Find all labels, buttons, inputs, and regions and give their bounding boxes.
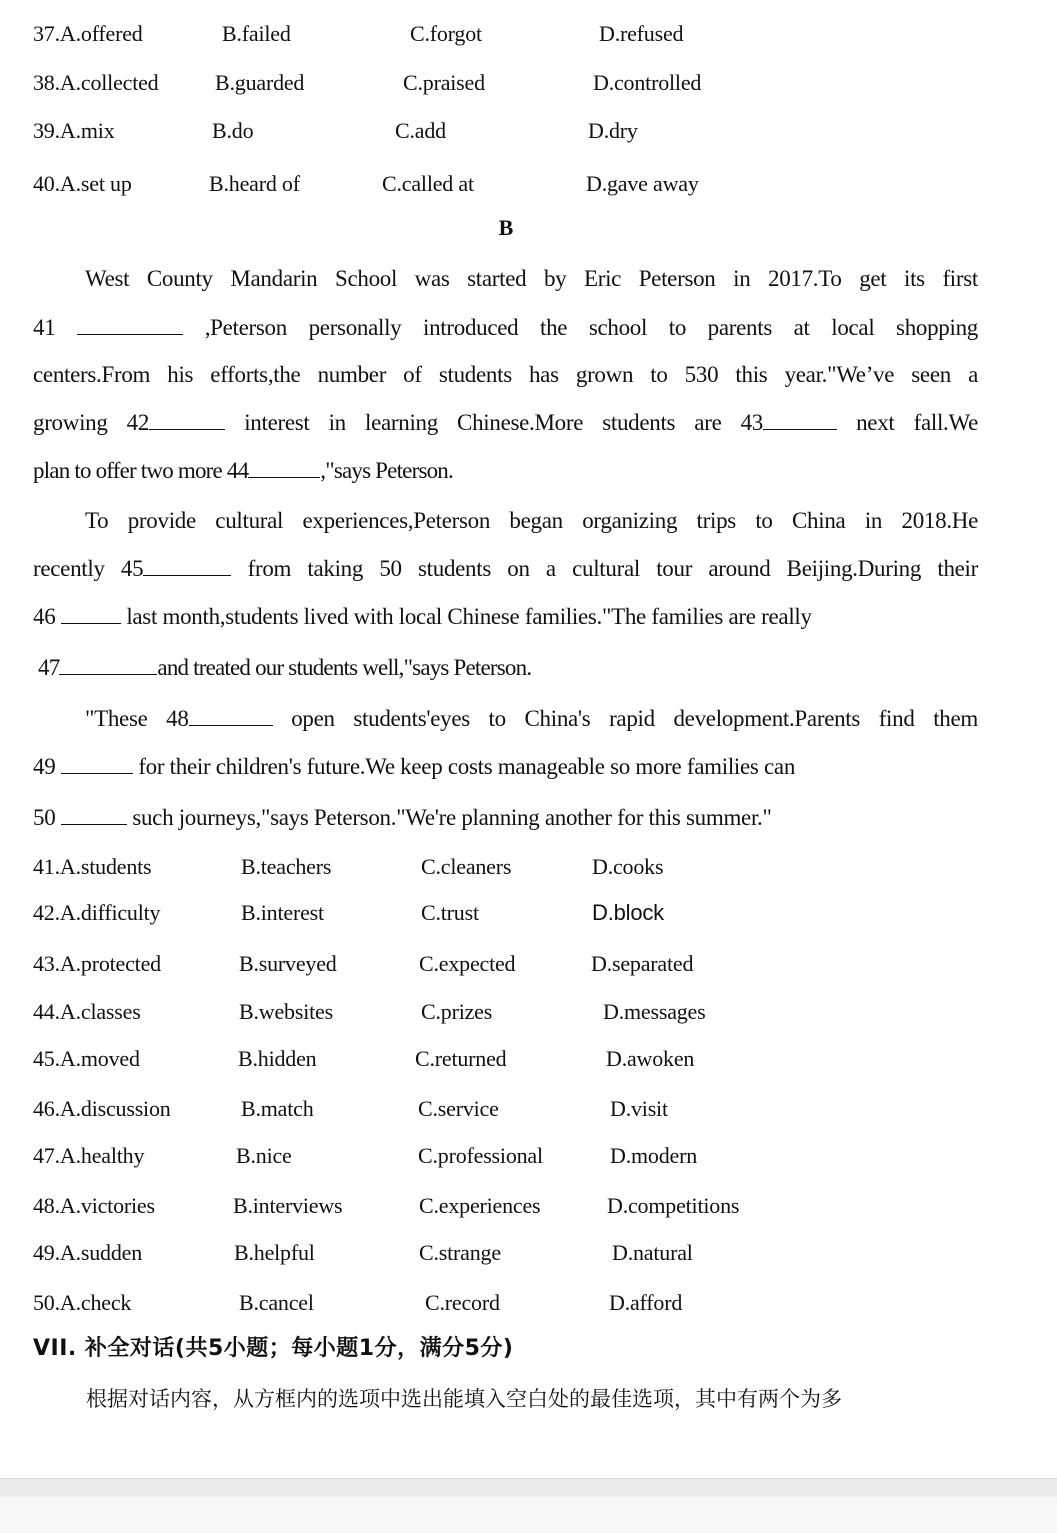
option-b: B.hidden [238,1046,317,1071]
option-d: D.competitions [607,1193,740,1218]
option-d: D.messages [603,999,706,1024]
option-a: 46.A.discussion [33,1096,171,1121]
option-d: D.refused [599,21,684,46]
option-b: B.websites [239,999,333,1024]
page-gap [0,1497,1057,1533]
passage-text: last month,students lived with local Chinese families."The families are really [126,604,812,629]
option-b: B.surveyed [239,951,337,976]
passage-text: such journeys,"says Peterson."We're planning another for this summer." [132,805,772,830]
passage-text: 46 [33,604,56,629]
blank-49 [61,751,133,774]
option-d: D.separated [591,951,694,976]
option-b: B.failed [222,21,291,46]
option-a: 40.A.set up [33,171,132,196]
option-a: 48.A.victories [33,1193,155,1218]
option-b: B.teachers [241,854,332,879]
option-d: D.visit [610,1096,668,1121]
passage-text: from taking 50 students on a cultural tour around Beijing.During their [247,556,978,581]
option-d: D.gave away [586,171,699,196]
option-c: C.expected [419,951,516,976]
option-b: B.guarded [215,70,305,95]
option-a: 42.A.difficulty [33,900,161,925]
option-b: B.nice [236,1143,292,1168]
option-c: C.trust [421,900,479,925]
passage-line [33,407,978,438]
option-b: B.cancel [239,1290,314,1315]
passage-line [33,601,978,632]
passage-line [38,652,983,683]
passage-line [33,802,978,833]
passage-text: interest in learning Chinese.More students are 43 [244,410,763,435]
option-d: D.cooks [592,854,664,879]
option-b: B.match [241,1096,314,1121]
option-a: 44.A.classes [33,999,141,1024]
option-c: C.prizes [421,999,493,1024]
option-a: 38.A.collected [33,70,159,95]
blank-45 [143,553,231,576]
passage-line: West County Mandarin School was started by Eric Peterson in 2017.To get its first [85,266,978,291]
option-b: B.helpful [234,1240,315,1265]
section-vii-instruction: 根据对话内容，从方框内的选项中选出能填入空白处的最佳选项，其中有两个为多 [86,1387,842,1411]
passage-line: To provide cultural experiences,Peterson began organizing trips to China in 2018.He [85,508,978,533]
option-b: B.interest [241,900,324,925]
passage-text: and treated our students well,"says Peterson. [157,655,532,680]
option-c: C.forgot [410,21,482,46]
passage-text: plan to offer two more 44 [33,458,249,483]
passage-line [33,751,978,782]
passage-text: growing 42 [33,410,150,435]
passage-text: open students'eyes to China's rapid development.Parents find them [291,706,978,731]
option-d: D.controlled [593,70,702,95]
option-d: D.awoken [606,1046,695,1071]
option-c: C.experiences [419,1193,541,1218]
blank-44 [248,455,320,478]
blank-50 [61,802,127,825]
option-c: C.cleaners [421,854,512,879]
blank-number: 41 [33,315,56,340]
option-a: 39.A.mix [33,118,115,143]
option-b: B.heard of [209,171,300,196]
passage-text: ,Peterson personally introduced the school to parents at local shopping [204,315,979,340]
option-c: C.strange [419,1240,501,1265]
option-a: 43.A.protected [33,951,161,976]
option-d: D.modern [610,1143,697,1168]
option-b: B.interviews [233,1193,343,1218]
option-a: 47.A.healthy [33,1143,145,1168]
blank-42 [149,407,225,430]
option-c: C.professional [418,1143,543,1168]
option-a: 37.A.offered [33,21,143,46]
passage-line [33,553,978,584]
option-a: 45.A.moved [33,1046,140,1071]
section-vii-title: VII. 补全对话(共5小题；每小题1分，满分5分) [33,1336,514,1361]
blank-43 [763,407,837,430]
option-a: 49.A.sudden [33,1240,143,1265]
passage-line [33,312,978,343]
option-c: C.add [395,118,446,143]
option-b: B.do [212,118,254,143]
option-d: D.dry [588,118,638,143]
section-b-heading: B [498,215,514,240]
passage-line [33,455,978,486]
option-a: 50.A.check [33,1290,132,1315]
passage-text: ,"says Peterson. [320,458,453,483]
passage-text: "These 48 [85,706,189,731]
option-a: 41.A.students [33,854,152,879]
option-c: C.service [418,1096,499,1121]
option-d: D.afford [609,1290,683,1315]
option-d: D.natural [612,1240,693,1265]
option-c: C.returned [415,1046,507,1071]
option-c: C.called at [382,171,474,196]
blank-47 [59,652,157,675]
passage-text: for their children's future.We keep costs manageable so more families can [138,754,796,779]
blank-46 [61,601,121,624]
passage-text: next fall.We [856,410,978,435]
horizontal-scrollbar[interactable] [0,1478,1057,1498]
option-c: C.record [425,1290,500,1315]
passage-text: 50 [33,805,56,830]
blank-48 [189,703,273,726]
option-c: C.praised [403,70,485,95]
passage-text: recently 45 [33,556,144,581]
blank-41 [77,312,183,335]
passage-line: centers.From his efforts,the number of students has grown to 530 this year."We’ve seen a [33,362,978,387]
passage-text: 49 [33,754,56,779]
passage-line [85,703,978,734]
passage-text: 47 [38,655,60,680]
option-d: D.block [592,900,664,925]
